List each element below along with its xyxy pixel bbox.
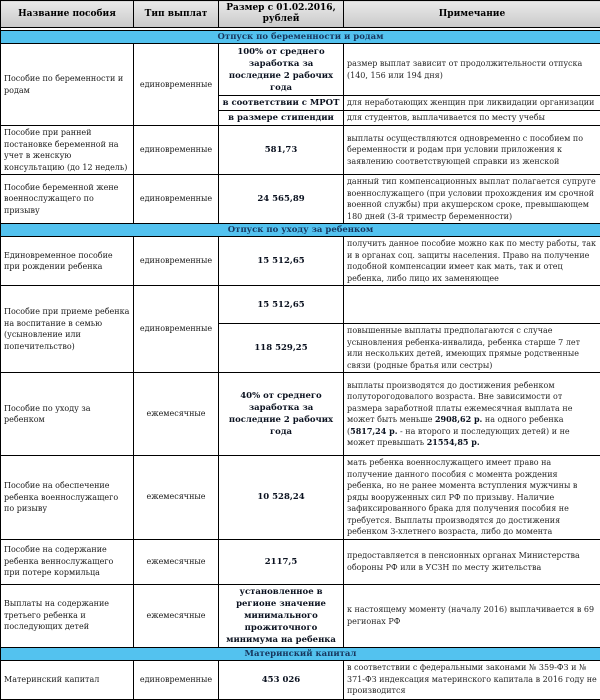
note-cell: для неработающих женщин при ликвидации организации (344, 96, 600, 111)
note-cell: получить данное пособие можно как по месту работы, так и в органах соц. защиты населения. Право на получение подобной компенсации имеет как мать, так и отец ребенка, либо лицо их заменяющее (344, 237, 600, 286)
amount-cell: 15 512,65 (219, 286, 344, 324)
benefit-name-cell: Пособие на содержание ребенка веннослужащего при потере кормильца (1, 539, 134, 584)
amount-cell: в размере стипендии (219, 111, 344, 126)
amount-cell: 581,73 (219, 126, 344, 175)
table-row (1, 126, 600, 175)
note-cell: мать ребенка военнослужащего имеет право на получение данного пособия с момента рождения ребенка, но не ранее момента вступления мужчины в ряды вооруженных сил РФ по призыву. Наличие зафиксированного брака для получения пособия не требуется. Выплаты производятся до достижения ребенком 3-хлетнего возраста, либо до момента (344, 456, 600, 540)
benefit-name-cell: Пособие по беременности и родам (1, 44, 134, 126)
payment-type-cell: единовременные (134, 237, 219, 286)
benefit-name-cell: Пособие беременной жене военнослужащего по призыву (1, 175, 134, 224)
amount-cell: установленное в регионе значение минимального прожиточного минимума на ребенка (219, 584, 344, 647)
note-cell: размер выплат зависит от продолжительности отпуска (140, 156 или 194 дня) (344, 44, 600, 96)
column-header-note: Примечание (344, 1, 600, 28)
section-row (1, 647, 600, 660)
column-header-amount: Размер с 01.02.2016, рублей (219, 1, 344, 28)
benefit-name-cell: Пособие по уходу за ребенком (1, 373, 134, 456)
benefit-name-cell: Пособие при приеме ребенка на воспитание в семью (усыновление или попечительство) (1, 286, 134, 373)
note-cell: для студентов, выплачивается по месту учебы (344, 111, 600, 126)
payment-type-cell: единовременные (134, 126, 219, 175)
column-header-benefit-name: Название пособия (1, 1, 134, 28)
table-row (1, 175, 600, 224)
payment-type-cell: единовременные (134, 286, 219, 373)
amount-cell: 15 512,65 (219, 237, 344, 286)
amount-cell: 40% от среднего заработка за последние 2 рабочих года (219, 373, 344, 456)
payment-type-cell: ежемесячные (134, 539, 219, 584)
section-row (1, 224, 600, 237)
table-row (1, 660, 600, 699)
header-row (1, 1, 600, 28)
table-row (1, 373, 600, 456)
payment-type-cell: ежемесячные (134, 584, 219, 647)
payment-type-cell: ежемесячные (134, 373, 219, 456)
amount-cell: 10 528,24 (219, 456, 344, 540)
note-cell: выплаты производятся до достижения ребенком полуторогодовалого возраста. Вне зависимости от размера заработной платы ежемесячная выплата не может быть меньше 2908,62 р. на одного ребенка (5817,24 р. - на второго и последующих детей) и не может превышать 21554,85 р. (344, 373, 600, 456)
amount-cell: 24 565,89 (219, 175, 344, 224)
note-cell: к настоящему моменту (началу 2016) выплачивается в 69 регионах РФ (344, 584, 600, 647)
section-header-childcare-leave: Отпуск по уходу за ребенком (1, 224, 600, 237)
amount-cell: 118 529,25 (219, 324, 344, 373)
amount-cell: 453 026 (219, 660, 344, 699)
section-row (1, 31, 600, 44)
payment-type-cell: ежемесячные (134, 456, 219, 540)
table-row (1, 539, 600, 584)
note-cell: повышенные выплаты предполагаются с случае усыновления ребенка-инвалида, ребенка старше 7 лет или нескольких детей, имеющих прямые родственные связи (родные братья или сестры) (344, 324, 600, 373)
section-header-maternity-capital: Материнский капитал (1, 647, 600, 660)
table-row (1, 456, 600, 540)
amount-cell: 2117,5 (219, 539, 344, 584)
table-row (1, 584, 600, 647)
payment-type-cell: единовременные (134, 660, 219, 699)
note-cell: выплаты осуществляются одновременно с пособием по беременности и родам при условии приложения к заявлению соответствующей справки из женской (344, 126, 600, 175)
table-row (1, 286, 600, 324)
note-cell (344, 286, 600, 324)
benefit-name-cell: Пособие на обеспечение ребенка военнослужащего по ризыву (1, 456, 134, 540)
note-cell: в соответствии с федеральными законами № 359-ФЗ и № 371-ФЗ индексация материнского капитала в 2016 году не производится (344, 660, 600, 699)
benefit-name-cell: Материнский капитал (1, 660, 134, 699)
benefit-name-cell: Пособие при ранней постановке беременной на учет в женскую консультацию (до 12 недель) (1, 126, 134, 175)
payment-type-cell: единовременные (134, 44, 219, 126)
amount-cell: в соответствии с МРОТ (219, 96, 344, 111)
note-cell: предоставляется в пенсионных органах Министерства обороны РФ или в УСЗН по месту жительства (344, 539, 600, 584)
column-header-payment-type: Тип выплат (134, 1, 219, 28)
section-header-maternity-leave: Отпуск по беременности и родам (1, 31, 600, 44)
table-row (1, 237, 600, 286)
table-row (1, 44, 600, 96)
amount-cell: 100% от среднего заработка за последние 2 рабочих года (219, 44, 344, 96)
note-cell: данный тип компенсационных выплат полагается супруге военнослужащего (при условии прохождения им срочной военной службы) при акушерском сроке, превышающем 180 дней (3-й триместр беременности) (344, 175, 600, 224)
benefit-name-cell: Выплаты на содержание третьего ребенка и последующих детей (1, 584, 134, 647)
payment-type-cell: единовременные (134, 175, 219, 224)
benefit-name-cell: Единовременное пособие при рождении ребенка (1, 237, 134, 286)
